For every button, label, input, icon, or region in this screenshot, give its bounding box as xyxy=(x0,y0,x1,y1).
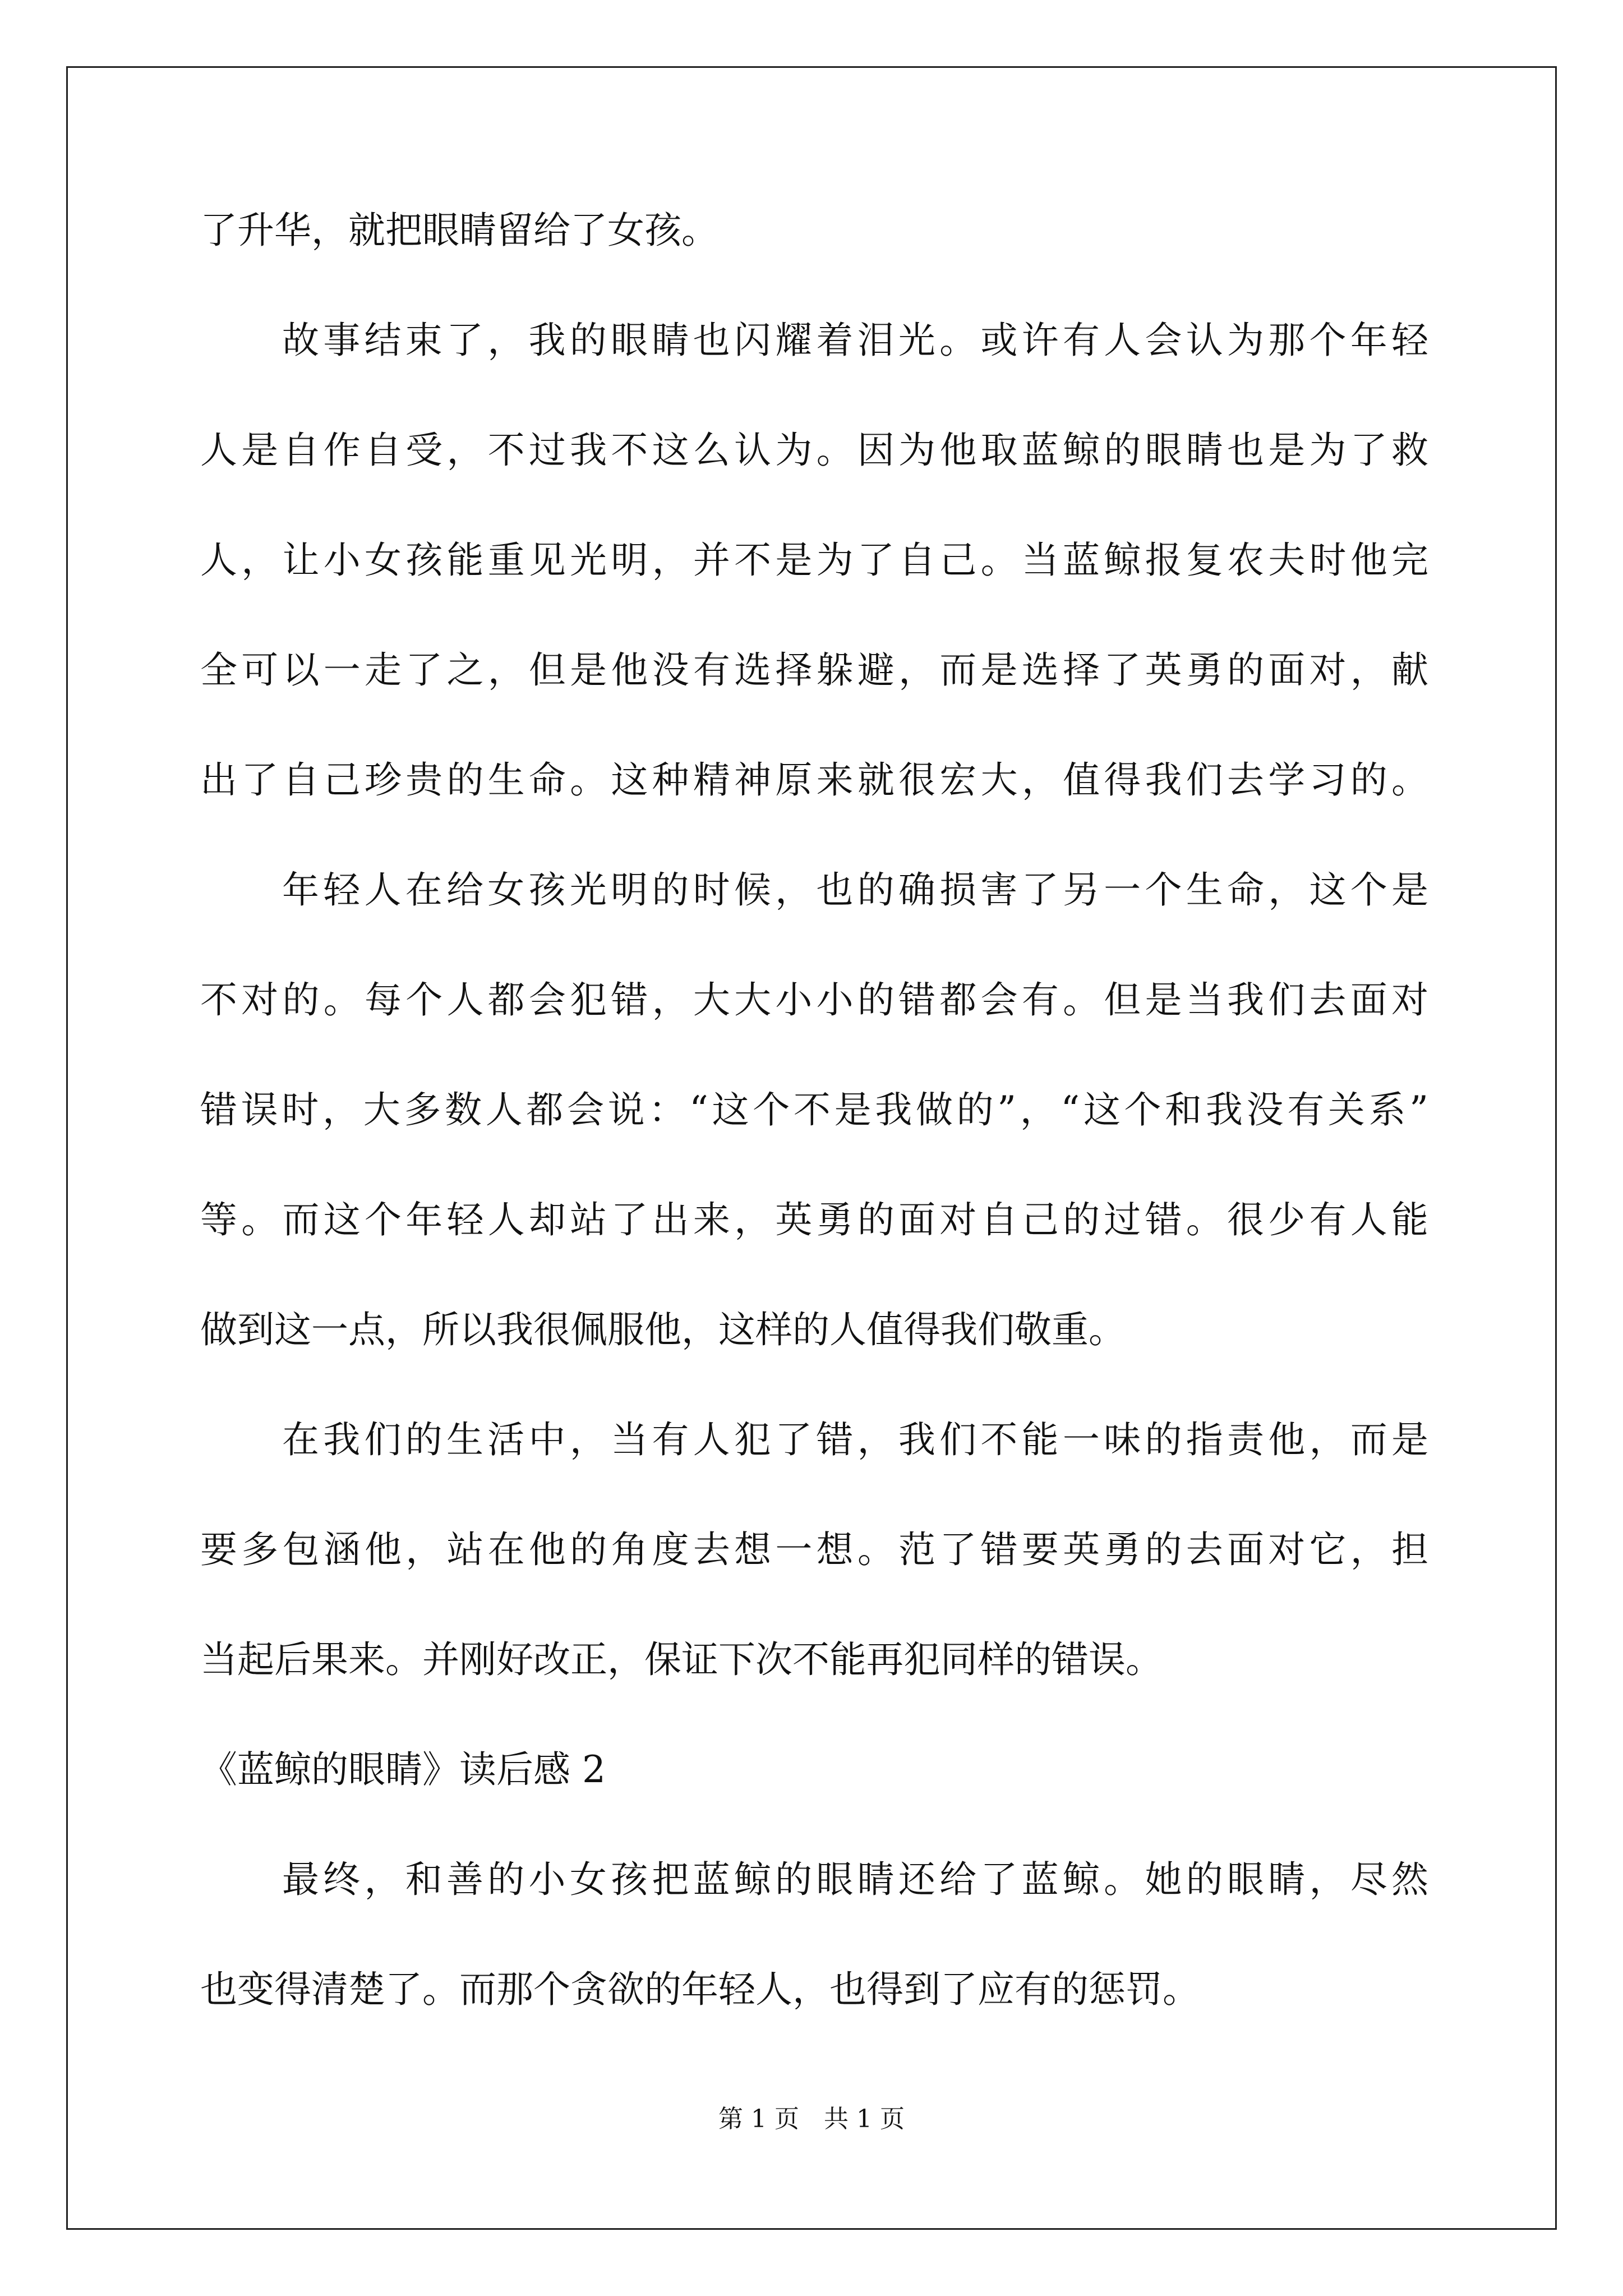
section-heading: 《蓝鲸的眼睛》读后感 2 xyxy=(200,1748,606,1791)
page-number: 第 1 页 共 1 页 xyxy=(718,2105,905,2133)
text-line: 了升华，就把眼睛留给了女孩。 xyxy=(200,209,718,252)
text-line: 人，让小女孩能重见光明，并不是为了自己。当蓝鲸报复农夫时他完 xyxy=(200,539,1428,582)
paragraph-start-line: 在我们的生活中，当有人犯了错，我们不能一味的指责他，而是 xyxy=(282,1418,1428,1461)
text-line: 也变得清楚了。而那个贪欲的年轻人，也得到了应有的惩罚。 xyxy=(200,1968,1200,2011)
text-line: 出了自己珍贵的生命。这种精神原来就很宏大，值得我们去学习的。 xyxy=(200,758,1428,802)
text-line: 当起后果来。并刚好改正，保证下次不能再犯同样的错误。 xyxy=(200,1638,1163,1681)
text-line: 做到这一点，所以我很佩服他，这样的人值得我们敬重。 xyxy=(200,1308,1126,1351)
text-line: 错误时，大多数人都会说：“这个不是我做的”，“这个和我没有关系” xyxy=(200,1088,1428,1131)
text-line: 全可以一走了之，但是他没有选择躲避，而是选择了英勇的面对，献 xyxy=(200,648,1428,692)
text-line: 要多包涵他，站在他的角度去想一想。范了错要英勇的去面对它，担 xyxy=(200,1528,1428,1571)
paragraph-start-line: 最终，和善的小女孩把蓝鲸的眼睛还给了蓝鲸。她的眼睛，尽然 xyxy=(282,1858,1428,1901)
text-line: 等。而这个年轻人却站了出来，英勇的面对自己的过错。很少有人能 xyxy=(200,1198,1428,1241)
paragraph-start-line: 年轻人在给女孩光明的时候，也的确损害了另一个生命，这个是 xyxy=(282,868,1428,912)
text-line: 不对的。每个人都会犯错，大大小小的错都会有。但是当我们去面对 xyxy=(200,978,1428,1022)
text-line: 人是自作自受，不过我不这么认为。因为他取蓝鲸的眼睛也是为了救 xyxy=(200,429,1428,472)
paragraph-start-line: 故事结束了，我的眼睛也闪耀着泪光。或许有人会认为那个年轻 xyxy=(282,319,1428,362)
page-border xyxy=(66,66,1557,2230)
